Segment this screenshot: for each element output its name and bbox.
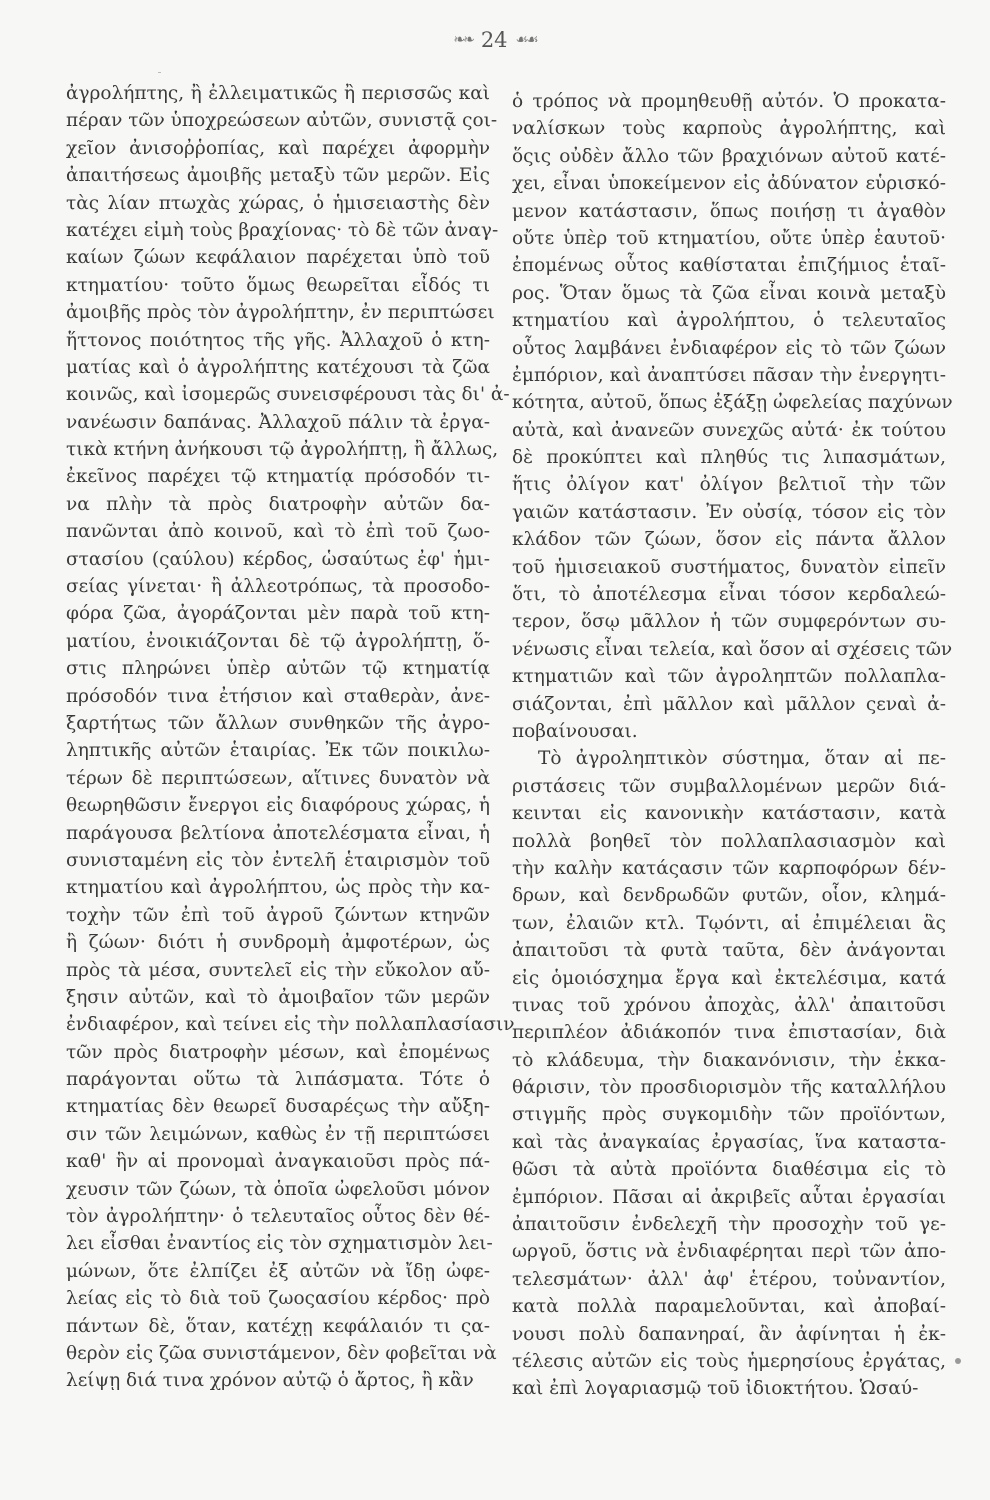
text-line: τέρων δὲ περιπτώσεων, αἵτινες δυνατὸν νὰ bbox=[66, 767, 490, 789]
text-line: κότητα, αὐτοῦ, ὅπως ἐξάξῃ ὠφελείας παχύνων bbox=[512, 392, 953, 414]
text-line: οὔτε ὑπὲρ τοῦ κτηματίου, οὔτε ὑπὲρ ἑαυτοῦ· bbox=[512, 227, 946, 249]
text-line: ἢ ζώων· διότι ἡ συνδρομὴ ἀμφοτέρων, ὡς bbox=[66, 932, 490, 954]
text-line: ἀμοιβῆς πρὸς τὸν ἀγρολήπτην, ἐν περιπτώσει bbox=[66, 302, 495, 324]
text-line: κατέχει εἰμὴ τοὺς βραχίονας· τὸ δὲ τῶν ἀναγ- bbox=[66, 219, 499, 241]
text-line: σιάζονται, ἐπὶ μᾶλλον καὶ μᾶλλον ςεναὶ ἀ- bbox=[512, 693, 946, 715]
text-line: τῶν πρὸς διατροφὴν μέσων, καὶ ἐπομένως bbox=[66, 1041, 490, 1063]
text-line: τὸν ἀγρολήπτην· ὁ τελευταῖος οὗτος δὲν θέ- bbox=[66, 1206, 490, 1228]
text-line: ὅςις οὐδὲν ἄλλο τῶν βραχιόνων αὐτοῦ κατέ- bbox=[512, 145, 946, 167]
text-line: τινας τοῦ χρόνου ἀποχὰς, ἀλλ' ἀπαιτοῦσι bbox=[512, 994, 946, 1016]
page-number: 24 bbox=[480, 28, 508, 52]
text-line: Τὸ ἀγροληπτικὸν σύστημα, ὅταν αἱ πε- bbox=[538, 748, 946, 770]
ornament-left-icon: ❧❧ bbox=[453, 32, 473, 48]
text-line: τὴν καλὴν κατάςασιν τῶν καρποφόρων δέν- bbox=[512, 857, 946, 879]
scan-mark bbox=[158, 72, 161, 73]
text-line: ὅτι, τὸ ἀποτέλεσμα εἶναι τόσον κερδαλεώ- bbox=[512, 584, 946, 606]
text-line: θάρισιν, τὸν προσδιορισμὸν τῆς καταλλήλου bbox=[512, 1077, 946, 1099]
text-line: χευσιν τῶν ζώων, τὰ ὁποῖα ὠφελοῦσι μόνον bbox=[66, 1178, 490, 1200]
text-line: εἰς ὁμοιόσχημα ἔργα καὶ ἐκτελέσιμα, κατά bbox=[512, 967, 946, 989]
text-line: ἀγρολήπτης, ἢ ἐλλειματικῶς ἢ περισσῶς καὶ bbox=[66, 83, 490, 104]
text-line: θεωρηθῶσιν ἔνεργοι εἰς διαφόρους χώρας, ἡ bbox=[66, 795, 490, 817]
text-line: φόρα ζῶα, ἀγοράζονται μὲν παρὰ τοῦ κτη- bbox=[66, 603, 490, 625]
text-line: οὗτος λαμβάνει ἐνδιαφέρον εἰς τὸ τῶν ζώων bbox=[512, 337, 946, 359]
text-line: ληπτικῆς αὐτῶν ἑταιρίας. Ἐκ τῶν ποικιλω- bbox=[66, 740, 490, 762]
text-line: γαιῶν κατάστασιν. Ἐν οὐσίᾳ, τόσον εἰς τὸν bbox=[512, 501, 946, 523]
text-line: συνισταμένη εἰς τὸν ἐντελῆ ἑταιρισμὸν τοῦ bbox=[66, 849, 490, 871]
text-line: να πλὴν τὰ πρὸς διατροφὴν αὐτῶν δα- bbox=[66, 493, 490, 515]
text-line: λείψῃ διά τινα χρόνον αὐτῷ ὁ ἄρτος, ἢ κἂν bbox=[66, 1370, 474, 1392]
text-line: ξαρτήτως τῶν ἄλλων συνθηκῶν τῆς ἀγρο- bbox=[66, 712, 490, 734]
text-line: παράγουσα βελτίονα ἀποτελέσματα εἶναι, ἡ bbox=[66, 822, 490, 844]
text-line: ρος. Ὅταν ὅμως τὰ ζῶα εἶναι κοινὰ μεταξὺ bbox=[512, 282, 946, 304]
text-line: καὶ ἐπὶ λογαριασμῷ τοῦ ἰδιοκτήτου. Ὡσαύ- bbox=[512, 1378, 919, 1400]
text-line: ἀπαιτοῦσι τὰ φυτὰ ταῦτα, δὲν ἀνάγονται bbox=[512, 940, 946, 962]
text-line: τὰς λίαν πτωχὰς χώρας, ὁ ἡμισειαστὴς δὲν bbox=[66, 192, 490, 214]
text-line: καὶ τὰς ἀναγκαίας ἐργασίας, ἵνα καταστα- bbox=[512, 1131, 946, 1153]
text-line: χει, εἶναι ὑποκείμενον εἰς ἀδύνατον εὑρισκό- bbox=[512, 173, 946, 195]
text-line: πρὸς τὰ μέσα, συντελεῖ εἰς τὴν εὔκολον αὔ- bbox=[66, 959, 490, 981]
text-line: κτηματίου καὶ ἀγρολήπτου, ὡς πρὸς τὴν κα- bbox=[66, 877, 490, 899]
text-line: στιγμῆς πρὸς συγκομιδὴν τῶν προϊόντων, bbox=[512, 1104, 946, 1126]
text-line: πέραν τῶν ὑποχρεώσεων αὐτῶν, συνιστᾷ ςοι- bbox=[66, 110, 498, 132]
text-line: θερὸν εἰς ζῶα συνιστάμενον, δὲν φοβεῖται νὰ bbox=[66, 1342, 497, 1364]
ornament-right-icon: ☙☙ bbox=[515, 32, 537, 48]
text-line: ριστάσεις τῶν συμβαλλομένων μερῶν διά- bbox=[512, 775, 946, 797]
text-line: ξησιν αὐτῶν, καὶ τὸ ἀμοιβαῖον τῶν μερῶν bbox=[66, 986, 490, 1008]
text-line: πάντων δὲ, ὅταν, κατέχῃ κεφάλαιόν τι ςα- bbox=[66, 1315, 490, 1337]
text-line: θῶσι τὰ αὐτὰ προϊόντα διαθέσιμα εἰς τὸ bbox=[512, 1159, 946, 1181]
text-line: κατὰ πολλὰ παραμελοῦνται, καὶ ἀποβαί- bbox=[512, 1296, 946, 1318]
text-line: ἐμπόριον. Πᾶσαι αἱ ἀκριβεῖς αὗται ἐργασίαι bbox=[512, 1186, 946, 1208]
text-line: τελεσμάτων· ἀλλ' ἀφ' ἑτέρου, τοὐναντίον, bbox=[512, 1268, 946, 1290]
text-line: ωργοῦ, ὅστις νὰ ἐνδιαφέρηται περὶ τῶν ἀπο- bbox=[512, 1241, 946, 1263]
text-line: κοινῶς, καὶ ἰσομερῶς συνεισφέρουσι τὰς δι' ἀ- bbox=[66, 384, 510, 406]
right-column bbox=[512, 88, 953, 1403]
text-line: ἀπαιτοῦσιν ἐνδελεχῆ τὴν προσοχὴν τοῦ γε- bbox=[512, 1214, 946, 1236]
text-line: τερον, ὅσῳ μᾶλλον ἡ τῶν συμφερόντων συ- bbox=[512, 611, 946, 633]
text-line: ἐπομένως οὗτος καθίσταται ἐπιζήμιος ἑταῖ- bbox=[512, 255, 946, 277]
text-line: πρόσοδόν τινα ἐτήσιον καὶ σταθερὰν, ἀνε- bbox=[66, 685, 490, 707]
page-folio bbox=[453, 28, 536, 52]
text-line: νένωσις εἶναι τελεία, καὶ ὅσον αἱ σχέσεις τῶν bbox=[512, 638, 953, 660]
text-line: ματίας καὶ ὁ ἀγρολήπτης κατέχουσι τὰ ζῶα bbox=[66, 356, 490, 378]
left-column bbox=[66, 80, 515, 1395]
scan-speck bbox=[955, 1358, 961, 1364]
text-line: κτηματίας δὲν θεωρεῖ δυσαρέςως τὴν αὔξη- bbox=[66, 1096, 490, 1118]
text-line: τικὰ κτήνη ἀνήκουσι τῷ ἀγρολήπτῃ, ἢ ἄλλως, bbox=[66, 439, 499, 461]
text-line: ἐμπόριον, καὶ ἀναπτύσει πᾶσαν τὴν ἐνεργητι- bbox=[512, 364, 946, 386]
text-line: τέλεσις αὐτῶν εἰς τοὺς ἡμερησίους ἐργάτας, bbox=[512, 1350, 946, 1372]
page-header bbox=[0, 28, 990, 52]
text-line: σιν τῶν λειμώνων, καθὼς ἐν τῇ περιπτώσει bbox=[66, 1123, 490, 1145]
text-line: ἥτις ὀλίγον κατ' ὀλίγον βελτιοῖ τὴν τῶν bbox=[512, 474, 946, 496]
text-line: κτηματίου· τοῦτο ὅμως θεωρεῖται εἶδός τι bbox=[66, 274, 490, 296]
text-line: καίων ζώων κεφάλαιον παρέχεται ὑπὸ τοῦ bbox=[66, 247, 490, 269]
text-line: νανέωσιν δαπάνας. Ἀλλαχοῦ πάλιν τὰ ἐργα- bbox=[66, 411, 490, 433]
text-line: ναλίσκων τοὺς καρποὺς ἀγρολήπτης, καὶ bbox=[512, 118, 946, 140]
text-line: κεινται εἰς κανονικὴν κατάστασιν, κατὰ bbox=[512, 803, 946, 825]
text-line: ἀπαιτήσεως ἀμοιβῆς μεταξὺ τῶν μερῶν. Εἰς bbox=[66, 165, 490, 187]
text-line: παράγονται οὕτω τὰ λιπάσματα. Τότε ὁ bbox=[66, 1069, 490, 1091]
text-line: ἥττονος ποιότητος τῆς γῆς. Ἀλλαχοῦ ὁ κτη- bbox=[66, 329, 490, 351]
text-line: ὁ τρόπος νὰ προμηθευθῇ αὐτόν. Ὁ προκατα- bbox=[512, 91, 946, 112]
text-line: λει εἶσθαι ἐναντίος εἰς τὸν σχηματισμὸν λει- bbox=[66, 1233, 493, 1255]
text-line: πανῶνται ἀπὸ κοινοῦ, καὶ τὸ ἐπὶ τοῦ ζωο- bbox=[66, 521, 490, 543]
text-line: ἐκεῖνος παρέχει τῷ κτηματίᾳ πρόσοδόν τι- bbox=[66, 466, 490, 488]
text-line: δὲ προκύπτει καὶ πληθύς τις λιπασμάτων, bbox=[512, 447, 946, 469]
text-line: λείας εἰς τὸ διὰ τοῦ ζωοςασίου κέρδος· πρὸ bbox=[66, 1288, 490, 1310]
text-line: κτηματίου καὶ ἀγρολήπτου, ὁ τελευταῖος bbox=[512, 310, 946, 332]
text-line: χεῖον ἀνισοῤῥοπίας, καὶ παρέχει ἀφορμὴν bbox=[66, 137, 490, 159]
text-line: τοῦ ἡμισειακοῦ συστήματος, δυνατὸν εἰπεῖν bbox=[512, 556, 946, 578]
text-line: τὸ κλάδευμα, τὴν διακανόνισιν, τὴν ἐκκα- bbox=[512, 1049, 946, 1071]
text-line: δρων, καὶ δενδρωδῶν φυτῶν, οἷον, κλημά- bbox=[512, 885, 946, 907]
text-line: σείας γίνεται· ἢ ἀλλεοτρόπως, τὰ προσοδο- bbox=[66, 576, 490, 598]
text-line: των, ἐλαιῶν κτλ. Τῳόντι, αἱ ἐπιμέλειαι ἃς bbox=[512, 912, 946, 934]
text-line: τοχὴν τῶν ἐπὶ τοῦ ἀγροῦ ζώντων κτηνῶν bbox=[66, 904, 490, 926]
text-line: πολλὰ βοηθεῖ τὸν πολλαπλασιασμὸν καὶ bbox=[512, 830, 946, 852]
text-line: νουσι πολὺ δαπανηραί, ἂν ἀφίνηται ἡ ἐκ- bbox=[512, 1323, 946, 1345]
text-line: ματίου, ἐνοικιάζονται δὲ τῷ ἀγρολήπτῃ, ὅ- bbox=[66, 630, 490, 652]
text-line: μενον κατάστασιν, ὅπως ποιήσῃ τι ἀγαθὸν bbox=[512, 200, 946, 222]
text-line: περιπλέον ἀδιάκοπόν τινα ἐπιστασίαν, διὰ bbox=[512, 1022, 946, 1044]
text-line: αὐτὰ, καὶ ἀνανεῶν συνεχῶς αὐτά· ἐκ τούτου bbox=[512, 419, 946, 441]
text-line: μώνων, ὅτε ἐλπίζει ἐξ αὐτῶν νὰ ἴδῃ ὠφε- bbox=[66, 1260, 490, 1282]
text-line: κτηματιῶν καὶ τῶν ἀγροληπτῶν πολλαπλα- bbox=[512, 666, 946, 688]
text-line: ἐνδιαφέρον, καὶ τείνει εἰς τὴν πολλαπλασίασιν bbox=[66, 1014, 515, 1036]
text-line: κλάδον τῶν ζώων, ὅσον εἰς πάντα ἄλλον bbox=[512, 529, 946, 551]
text-line: στασίου (ςαύλου) κέρδος, ὡσαύτως ἐφ' ἡμι- bbox=[66, 548, 490, 570]
text-line: στις πληρώνει ὑπὲρ αὐτῶν τῷ κτηματίᾳ bbox=[66, 658, 490, 680]
text-line: καθ' ἣν αἱ προνομαὶ ἀναγκαιοῦσι πρὸς πά- bbox=[66, 1151, 490, 1173]
text-line: ποβαίνουσαι. bbox=[512, 720, 638, 742]
